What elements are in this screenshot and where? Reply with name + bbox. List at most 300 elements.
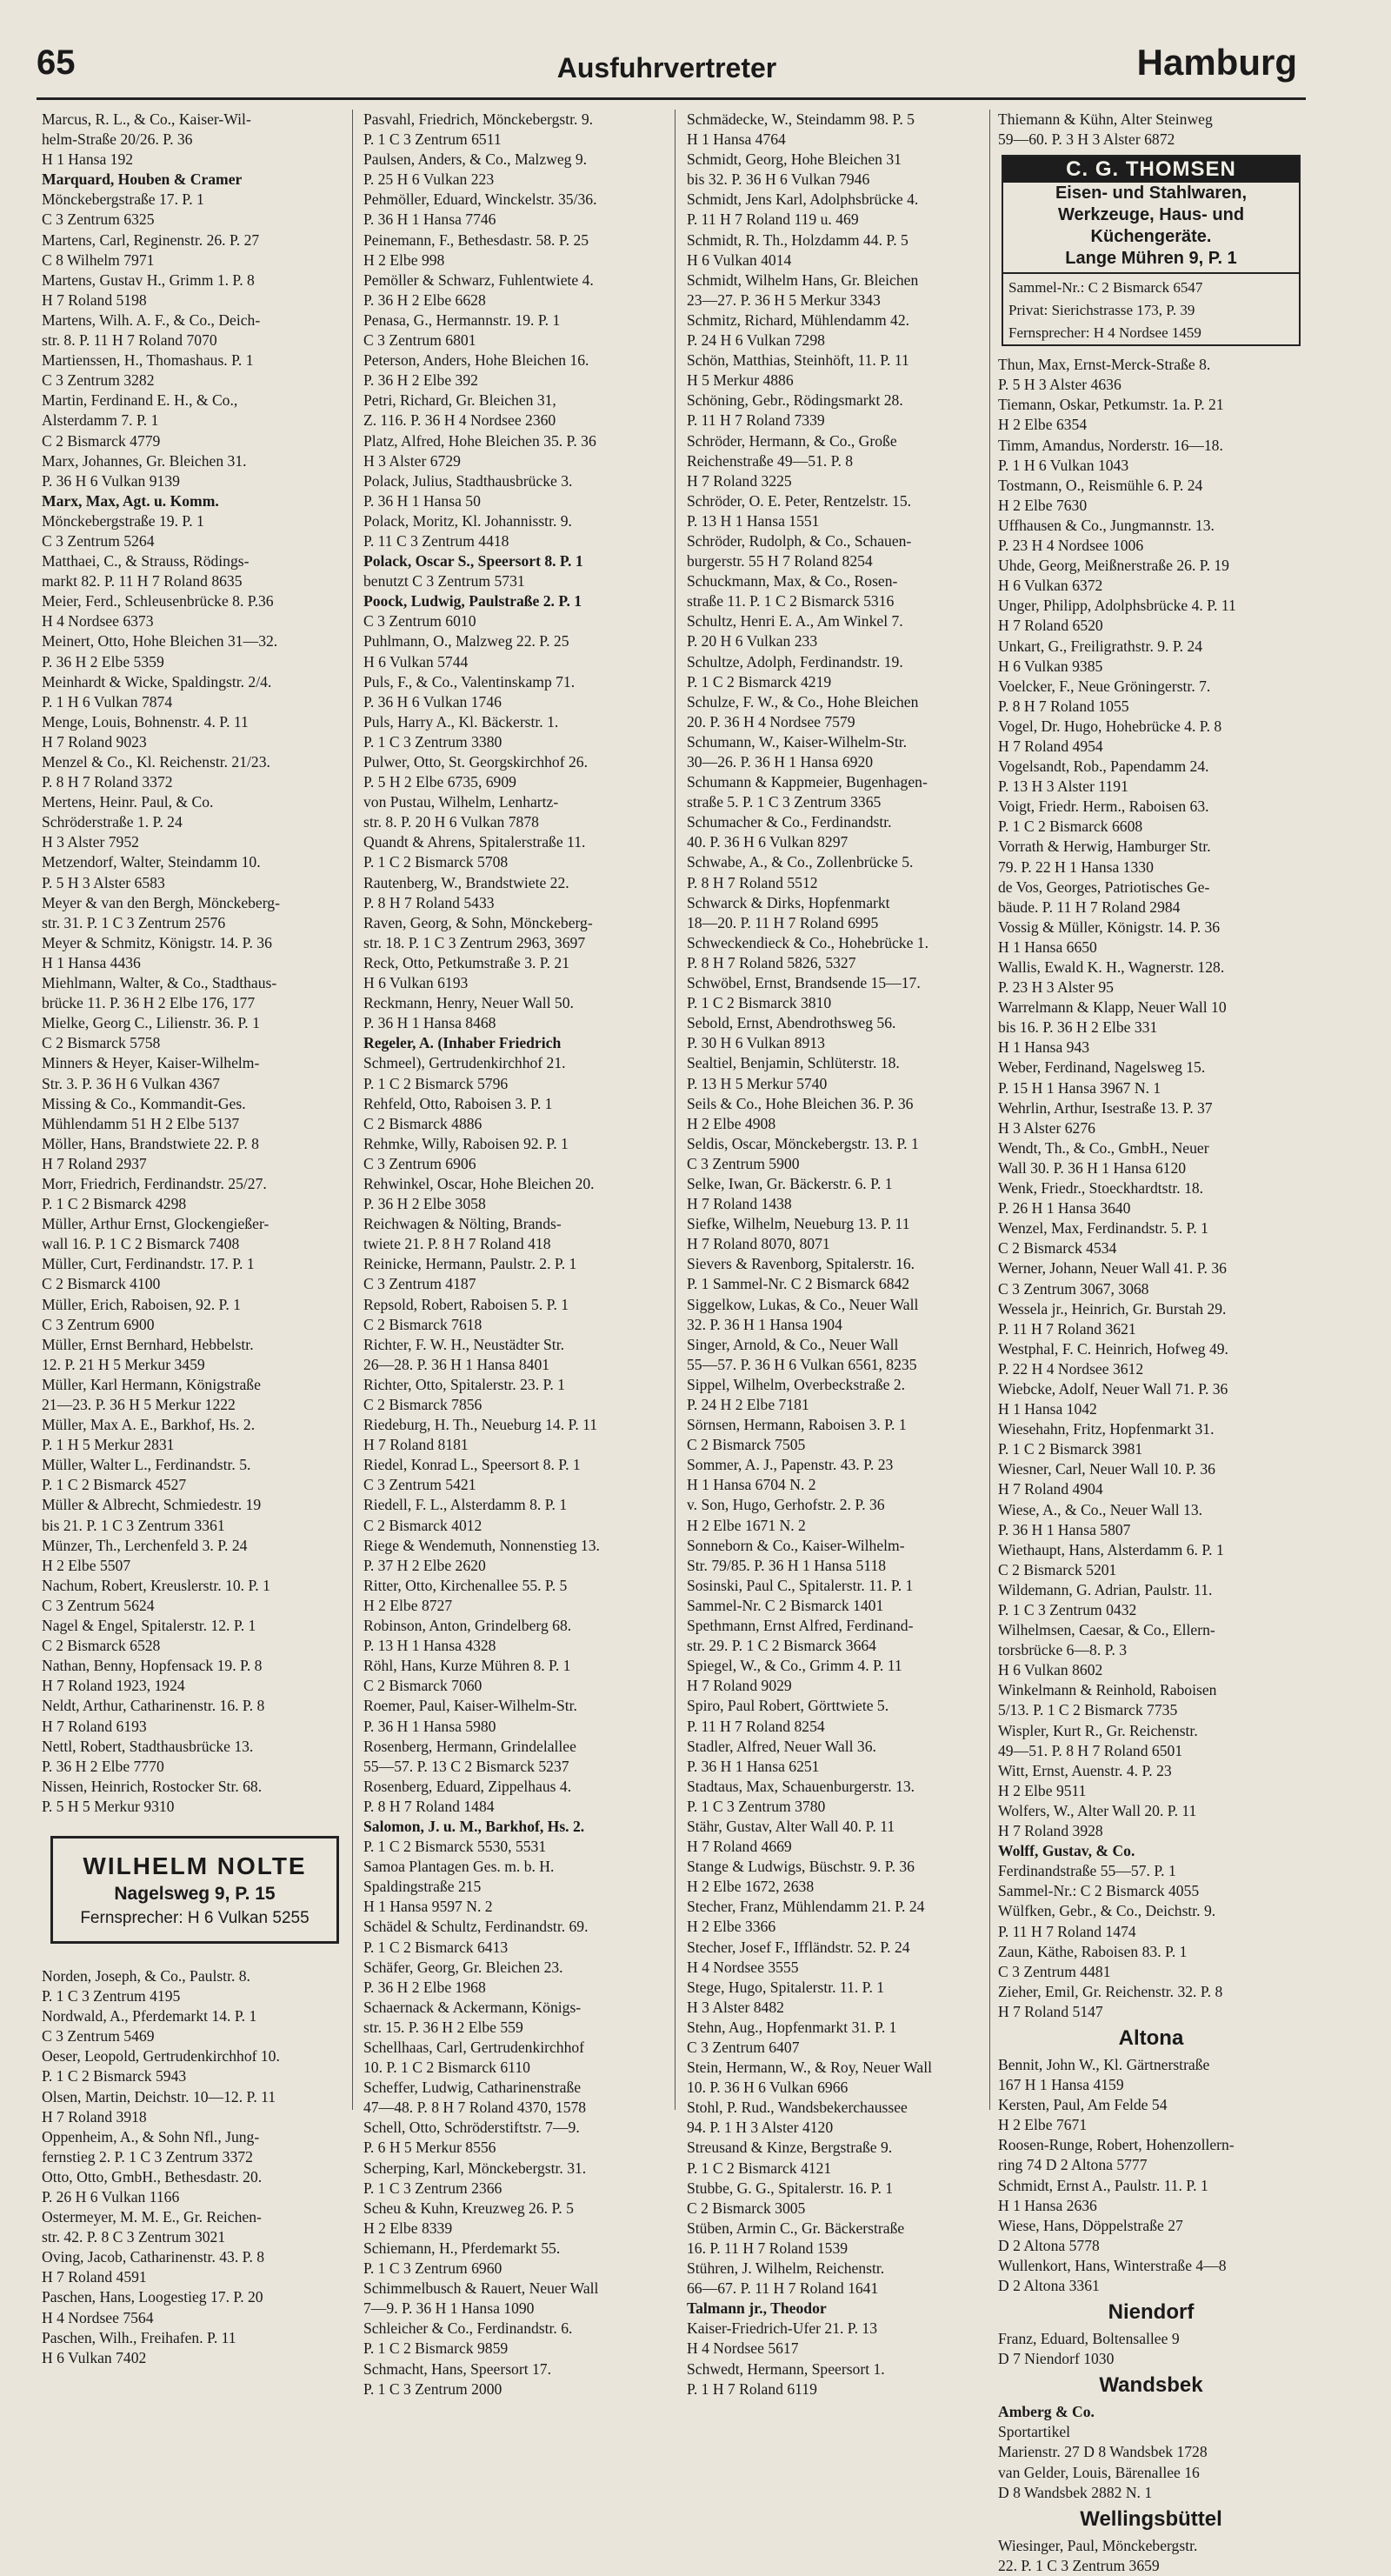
directory-entry-line: Wispler, Kurt R., Gr. Reichenstr.	[998, 1721, 1198, 1739]
directory-entry-line: Riege & Wendemuth, Nonnenstieg 13.	[363, 1536, 600, 1554]
directory-entry-line: Wiese, A., & Co., Neuer Wall 13.	[998, 1500, 1203, 1518]
directory-entry-line: Nissen, Heinrich, Rostocker Str. 68.	[42, 1777, 263, 1795]
directory-entry-line: Roosen-Runge, Robert, Hohenzollern-	[998, 2136, 1235, 2154]
directory-entry-line: Petri, Richard, Gr. Bleichen 31,	[363, 391, 556, 410]
directory-entry-line: Mühlendamm 51 H 2 Elbe 5137	[42, 1114, 240, 1132]
directory-entry-line: Möller, Hans, Brandstwiete 22. P. 8	[42, 1134, 259, 1152]
directory-entry-line: Spaldingstraße 215	[363, 1878, 482, 1896]
directory-entry-line: von Pustau, Wilhelm, Lenhartz-	[363, 793, 559, 811]
directory-entry-line: Martienssen, H., Thomashaus. P. 1	[42, 351, 254, 370]
directory-entry-line: Vogelsandt, Rob., Papendamm 24.	[998, 757, 1209, 776]
directory-entry-line: H 1 Hansa 4764	[687, 130, 786, 149]
directory-entry-line: Wall 30. P. 36 H 1 Hansa 6120	[998, 1158, 1187, 1177]
directory-entry-line: str. 18. P. 1 C 3 Zentrum 2963, 3697	[363, 933, 586, 951]
directory-entry-line: H 7 Roland 8070, 8071	[687, 1235, 830, 1253]
directory-entry-line: Bennit, John W., Kl. Gärtnerstraße	[998, 2055, 1210, 2073]
directory-entry-line: C 2 Bismarck 4012	[363, 1516, 483, 1534]
directory-entry-line: C 2 Bismarck 7505	[687, 1436, 806, 1454]
directory-entry-line: Stege, Hugo, Spitalerstr. 11. P. 1	[687, 1978, 885, 1996]
directory-entry-line: C 8 Wilhelm 7971	[42, 250, 155, 269]
directory-entry-line: Weber, Ferdinand, Nagelsweg 15.	[998, 1058, 1206, 1077]
directory-entry-line: Timm, Amandus, Norderstr. 16—18.	[998, 436, 1223, 454]
directory-entry-line: 10. P. 1 C 2 Bismarck 6110	[363, 2059, 530, 2077]
directory-entry-line: Str. 3. P. 36 H 6 Vulkan 4367	[42, 1074, 220, 1092]
directory-entry-line: Schmitz, Richard, Mühlendamm 42.	[687, 310, 910, 329]
directory-entry-line: Mielke, Georg C., Lilienstr. 36. P. 1	[42, 1014, 260, 1032]
directory-entry-line: 79. P. 22 H 1 Hansa 1330	[998, 858, 1154, 876]
directory-entry-line: H 2 Elbe 7630	[998, 496, 1088, 514]
directory-entry-line: P. 1 C 2 Bismarck 4298	[42, 1195, 187, 1213]
directory-entry-line: H 6 Vulkan 5744	[363, 652, 469, 671]
directory-entry-line: ring 74 D 2 Altona 5777	[998, 2156, 1148, 2174]
directory-entry-line: Thiemann & Kühn, Alter Steinweg	[998, 110, 1213, 128]
directory-entry-line: H 6 Vulkan 8602	[998, 1661, 1103, 1679]
directory-entry-line: Siefke, Wilhelm, Neueburg 13. P. 11	[687, 1215, 910, 1233]
directory-entry-line: Rosenberg, Eduard, Zippelhaus 4.	[363, 1777, 572, 1795]
directory-entry-line: Nagel & Engel, Spitalerstr. 12. P. 1	[42, 1617, 256, 1635]
directory-entry-line: van Gelder, Louis, Bärenallee 16	[998, 2463, 1200, 2481]
directory-entry-line: Schön, Matthias, Steinhöft, 11. P. 11	[687, 351, 909, 370]
directory-entry-line: Pemöller & Schwarz, Fuhlentwiete 4.	[363, 270, 594, 289]
directory-entry-line: P. 5 H 5 Merkur 9310	[42, 1797, 175, 1815]
directory-entry-line: P. 1 C 3 Zentrum 3380	[363, 732, 502, 751]
directory-entry-line: H 1 Hansa 1042	[998, 1400, 1097, 1418]
directory-entry-line: Roemer, Paul, Kaiser-Wilhelm-Str.	[363, 1697, 577, 1715]
directory-entry-line: str. 31. P. 1 C 3 Zentrum 2576	[42, 913, 226, 931]
directory-entry-line: Stehn, Aug., Hopfenmarkt 31. P. 1	[687, 2018, 897, 2036]
directory-entry-line: Martin, Ferdinand E. H., & Co.,	[42, 391, 238, 410]
directory-entry-line: Paschen, Hans, Loogestieg 17. P. 20	[42, 2288, 263, 2306]
directory-entry-line: Warrelmann & Klapp, Neuer Wall 10	[998, 998, 1227, 1017]
directory-entry-line: Repsold, Robert, Raboisen 5. P. 1	[363, 1295, 569, 1313]
directory-entry-line: H 2 Elbe 8339	[363, 2219, 453, 2237]
directory-entry-line: P. 36 H 2 Elbe 5359	[42, 652, 164, 671]
directory-entry-line: Meyer & van den Bergh, Mönckeberg-	[42, 893, 280, 911]
directory-entry-line: Alsterdamm 7. P. 1	[42, 411, 159, 430]
directory-entry-line: Reckmann, Henry, Neuer Wall 50.	[363, 994, 574, 1012]
directory-entry-line: Rosenberg, Hermann, Grindelallee	[363, 1737, 576, 1755]
directory-entry-line: Schöning, Gebr., Rödingsmarkt 28.	[687, 391, 903, 410]
directory-entry-line: Seldis, Oscar, Mönckebergstr. 13. P. 1	[687, 1134, 919, 1152]
directory-entry-line: Schulze, F. W., & Co., Hohe Bleichen	[687, 692, 919, 711]
directory-entry-line: D 7 Niendorf 1030	[998, 2350, 1115, 2368]
directory-entry-line: P. 36 H 1 Hansa 5807	[998, 1520, 1131, 1538]
directory-entry-line: Sievers & Ravenborg, Spitalerstr. 16.	[687, 1255, 915, 1273]
directory-entry-line: P. 20 H 6 Vulkan 233	[687, 632, 818, 651]
section-heading: Altona	[1118, 2025, 1184, 2050]
directory-entry-line: Nathan, Benny, Hopfensack 19. P. 8	[42, 1657, 263, 1675]
directory-entry-line: Schmidt, Jens Karl, Adolphsbrücke 4.	[687, 190, 919, 209]
directory-entry-line: Stühren, J. Wilhelm, Reichenstr.	[687, 2259, 885, 2278]
directory-entry-line: H 4 Nordsee 7564	[42, 2308, 154, 2326]
directory-entry-line: str. 15. P. 36 H 2 Elbe 559	[363, 2018, 523, 2036]
directory-entry-line: H 5 Merkur 4886	[687, 371, 794, 390]
directory-entry-line: H 3 Alster 6276	[998, 1118, 1095, 1137]
directory-entry-line: P. 1 H 6 Vulkan 1043	[998, 456, 1129, 474]
directory-entry-line: 20. P. 36 H 4 Nordsee 7579	[687, 712, 855, 731]
directory-entry-line: H 3 Alster 7952	[42, 833, 139, 851]
directory-entry-line: Marcus, R. L., & Co., Kaiser-Wil-	[42, 110, 251, 128]
column-3	[687, 110, 993, 2398]
directory-entry-line: Müller, Karl Hermann, Königstraße	[42, 1375, 261, 1393]
directory-entry-line: P. 11 H 7 Roland 1474	[998, 1922, 1136, 1940]
directory-entry-line: 7—9. P. 36 H 1 Hansa 1090	[363, 2299, 535, 2318]
directory-entry-line: P. 13 H 3 Alster 1191	[998, 777, 1128, 796]
directory-entry-line: Uffhausen & Co., Jungmannstr. 13.	[998, 516, 1215, 534]
directory-entry-line: Schultz, Henri E. A., Am Winkel 7.	[687, 612, 903, 631]
directory-entry-line: P. 8 H 7 Roland 1484	[363, 1797, 495, 1815]
directory-entry-line: C 3 Zentrum 6906	[363, 1154, 476, 1172]
directory-entry-line: Oppenheim, A., & Sohn Nfl., Jung-	[42, 2127, 260, 2146]
city-heading: Hamburg	[1136, 42, 1297, 83]
directory-entry-line: P. 36 H 6 Vulkan 9139	[42, 471, 180, 490]
section-heading: Wellingsbüttel	[1080, 2506, 1222, 2531]
directory-entry-line: Ostermeyer, M. M. E., Gr. Reichen-	[42, 2208, 262, 2226]
directory-entry-line: Wiese, Hans, Döppelstraße 27	[998, 2216, 1183, 2234]
directory-entry-line: P. 24 H 6 Vulkan 7298	[687, 331, 825, 350]
directory-entry-line: H 2 Elbe 9511	[998, 1781, 1087, 1799]
directory-entry-line: C 2 Bismarck 6528	[42, 1637, 161, 1655]
ad-contact: Privat: Sierichstrasse 173, P. 39	[1008, 302, 1195, 319]
directory-entry-line: C 3 Zentrum 5469	[42, 2027, 155, 2045]
directory-entry-line: 18—20. P. 11 H 7 Roland 6995	[687, 913, 879, 931]
directory-entry-line: P. 5 H 2 Elbe 6735, 6909	[363, 773, 516, 791]
directory-entry-line: Sörnsen, Hermann, Raboisen 3. P. 1	[687, 1416, 907, 1434]
directory-entry-line: Wildemann, G. Adrian, Paulstr. 11.	[998, 1580, 1213, 1598]
directory-entry-line: Unkart, G., Freiligrathstr. 9. P. 24	[998, 637, 1203, 655]
directory-entry-line: Schiemann, H., Pferdemarkt 55.	[363, 2239, 561, 2257]
directory-entry-line: str. 8. P. 20 H 6 Vulkan 7878	[363, 813, 539, 831]
directory-entry-line: H 1 Hansa 6650	[998, 938, 1097, 956]
directory-entry-line: str. 42. P. 8 C 3 Zentrum 3021	[42, 2228, 226, 2246]
directory-entry-line: C 2 Bismarck 4779	[42, 431, 161, 450]
directory-entry-line: C 3 Zentrum 6801	[363, 331, 476, 350]
directory-entry-line: Neldt, Arthur, Catharinenstr. 16. P. 8	[42, 1697, 265, 1715]
directory-entry-line: Sommer, A. J., Papenstr. 43. P. 23	[687, 1456, 894, 1474]
directory-entry-line: Tiemann, Oskar, Petkumstr. 1a. P. 21	[998, 396, 1224, 414]
directory-entry-line: H 7 Roland 5147	[998, 2002, 1103, 2020]
directory-entry-line: Matthaei, C., & Strauss, Rödings-	[42, 552, 250, 571]
section-heading: Wandsbek	[1099, 2373, 1203, 2398]
advertisement-wilhelm-nolte	[50, 1836, 339, 1944]
directory-entry-line: Rehfeld, Otto, Raboisen 3. P. 1	[363, 1094, 553, 1112]
directory-entry-line: P. 1 C 2 Bismarck 6608	[998, 818, 1143, 836]
directory-entry-line: Schaernack & Ackermann, Königs-	[363, 1998, 582, 2016]
directory-entry-line: H 2 Elbe 998	[363, 250, 445, 269]
directory-entry-line: straße 5. P. 1 C 3 Zentrum 3365	[687, 793, 882, 811]
directory-entry-line: C 2 Bismarck 7618	[363, 1315, 483, 1333]
directory-entry-line: P. 11 H 7 Roland 7339	[687, 411, 825, 430]
directory-entry-line: Puls, Harry A., Kl. Bäckerstr. 1.	[363, 712, 559, 731]
directory-entry-line: P. 1 C 2 Bismarck 4527	[42, 1476, 187, 1494]
directory-entry-line: H 1 Hansa 4436	[42, 953, 141, 971]
directory-entry-line: 55—57. P. 13 C 2 Bismarck 5237	[363, 1757, 569, 1775]
directory-entry-line: Schumann, W., Kaiser-Wilhelm-Str.	[687, 732, 908, 751]
directory-entry-line: Selke, Iwan, Gr. Bäckerstr. 6. P. 1	[687, 1174, 893, 1192]
directory-entry-line: Puls, F., & Co., Valentinskamp 71.	[363, 672, 576, 691]
directory-entry-line: H 2 Elbe 3366	[687, 1918, 776, 1936]
directory-entry-line: 10. P. 36 H 6 Vulkan 6966	[687, 2079, 849, 2097]
ad-phone: Fernsprecher: H 6 Vulkan 5255	[80, 1908, 309, 1927]
directory-entry-line: Westphal, F. C. Heinrich, Hofweg 49.	[998, 1339, 1228, 1358]
directory-entry-line: P. 22 H 4 Nordsee 3612	[998, 1359, 1144, 1378]
directory-entry-line: Martens, Carl, Reginenstr. 26. P. 27	[42, 230, 260, 249]
directory-entry-line: Polack, Moritz, Kl. Johannisstr. 9.	[363, 511, 572, 530]
directory-entry-line: P. 26 H 1 Hansa 3640	[998, 1199, 1131, 1218]
directory-entry-line: Scherping, Karl, Mönckebergstr. 31.	[363, 2159, 587, 2177]
directory-entry-line: P. 1 C 3 Zentrum 4195	[42, 1987, 181, 2005]
directory-entry-line: Stange & Ludwigs, Büschstr. 9. P. 36	[687, 1858, 915, 1876]
directory-entry-line: P. 11 H 7 Roland 3621	[998, 1319, 1136, 1338]
directory-entry-line: H 7 Roland 4591	[42, 2268, 147, 2286]
directory-entry-line: Schäfer, Georg, Gr. Bleichen 23.	[363, 1958, 563, 1976]
directory-entry-line: torsbrücke 6—8. P. 3	[998, 1641, 1128, 1659]
directory-entry-line: Wolfers, W., Alter Wall 20. P. 11	[998, 1801, 1197, 1819]
directory-entry-line: P. 13 H 5 Merkur 5740	[687, 1074, 828, 1092]
directory-entry-line: C 2 Bismarck 5758	[42, 1034, 161, 1052]
directory-entry-line: C 3 Zentrum 3282	[42, 371, 155, 390]
directory-entry-line: H 7 Roland 1438	[687, 1195, 792, 1213]
directory-entry-line: Kersten, Paul, Am Felde 54	[998, 2096, 1168, 2114]
ad-text: Eisen- und Stahlwaren,	[1055, 184, 1248, 204]
directory-entry-line: P. 30 H 6 Vulkan 8913	[687, 1034, 825, 1052]
directory-entry-line: C 3 Zentrum 6407	[687, 2039, 800, 2056]
directory-entry-line: D 2 Altona 5778	[998, 2236, 1100, 2254]
directory-entry-line: Menge, Louis, Bohnenstr. 4. P. 11	[42, 712, 249, 731]
directory-entry-line: P. 1 C 3 Zentrum 0432	[998, 1601, 1137, 1618]
directory-entry-line: Sportartikel	[998, 2423, 1071, 2441]
directory-entry-line: P. 8 H 7 Roland 5512	[687, 873, 818, 891]
directory-entry-line: P. 1 C 2 Bismarck 5708	[363, 853, 509, 871]
directory-entry-line: 16. P. 11 H 7 Roland 1539	[687, 2239, 849, 2257]
directory-entry-line: Schröder, O. E. Peter, Rentzelstr. 15.	[687, 491, 912, 510]
directory-entry-line: 40. P. 36 H 6 Vulkan 8297	[687, 833, 849, 851]
directory-entry-line: H 2 Elbe 8727	[363, 1596, 453, 1614]
directory-entry-line: H 7 Roland 8181	[363, 1436, 469, 1454]
directory-entry-line: H 4 Nordsee 3555	[687, 1958, 799, 1976]
column-divider	[352, 110, 353, 2110]
directory-entry-line: Schleicher & Co., Ferdinandstr. 6.	[363, 2319, 573, 2338]
directory-entry-line: Norden, Joseph, & Co., Paulstr. 8.	[42, 1966, 250, 1985]
directory-entry-line: H 7 Roland 9029	[687, 1677, 792, 1695]
directory-entry-line: Schröder, Rudolph, & Co., Schauen-	[687, 531, 912, 550]
directory-entry-line: burgerstr. 55 H 7 Roland 8254	[687, 552, 873, 571]
directory-entry-line: H 6 Vulkan 6193	[363, 974, 469, 992]
directory-entry-line: Stecher, Josef F., Iffländstr. 52. P. 24	[687, 1938, 910, 1956]
directory-entry-line: P. 36 H 1 Hansa 8468	[363, 1014, 496, 1032]
directory-entry-line: Mönckebergstraße 19. P. 1	[42, 511, 204, 530]
directory-entry-line: P. 1 C 3 Zentrum 6511	[363, 130, 502, 149]
directory-entry-line: Vorrath & Herwig, Hamburger Str.	[998, 838, 1211, 856]
section-heading: Niendorf	[1108, 2300, 1195, 2325]
directory-entry-line: Pulwer, Otto, St. Georgskirchhof 26.	[363, 753, 588, 771]
directory-entry-line: Schmidt, R. Th., Holzdamm 44. P. 5	[687, 230, 908, 249]
directory-entry-line: Schell, Otto, Schröderstiftstr. 7—9.	[363, 2119, 580, 2137]
directory-entry-line: Wallis, Ewald K. H., Wagnerstr. 128.	[998, 958, 1225, 976]
directory-entry-line: 47—48. P. 8 H 7 Roland 4370, 1578	[363, 2099, 587, 2117]
directory-entry-line: bis 16. P. 36 H 2 Elbe 331	[998, 1018, 1158, 1037]
directory-entry-line: 49—51. P. 8 H 7 Roland 6501	[998, 1741, 1183, 1759]
directory-entry-line: Müller, Walter L., Ferdinandstr. 5.	[42, 1456, 251, 1474]
directory-entry-line: Stein, Hermann, W., & Roy, Neuer Wall	[687, 2059, 932, 2077]
directory-entry-line: Marx, Max, Agt. u. Komm.	[42, 491, 219, 510]
directory-entry-line: Müller, Ernst Bernhard, Hebbelstr.	[42, 1335, 254, 1353]
directory-entry-line: Olsen, Martin, Deichstr. 10—12. P. 11	[42, 2087, 276, 2106]
directory-entry-line: Schmacht, Hans, Speersort 17.	[363, 2359, 551, 2378]
directory-entry-line: H 2 Elbe 6354	[998, 416, 1088, 434]
directory-entry-line: 66—67. P. 11 H 7 Roland 1641	[687, 2279, 879, 2298]
directory-entry-line: Uhde, Georg, Meißnerstraße 26. P. 19	[998, 557, 1229, 575]
directory-entry-line: Wendt, Th., & Co., GmbH., Neuer	[998, 1138, 1209, 1157]
directory-entry-line: P. 36 H 1 Hansa 50	[363, 491, 481, 510]
directory-entry-line: P. 1 C 2 Bismarck 5530, 5531	[363, 1838, 547, 1856]
ad-title: WILHELM NOLTE	[83, 1852, 307, 1879]
directory-entry-line: Martens, Gustav H., Grimm 1. P. 8	[42, 270, 255, 289]
directory-entry-line: Wenk, Friedr., Stoeckhardtstr. 18.	[998, 1179, 1204, 1198]
directory-entry-line: P. 5 H 3 Alster 6583	[42, 873, 165, 891]
directory-entry-line: 94. P. 1 H 3 Alster 4120	[687, 2119, 834, 2137]
directory-entry-line: P. 11 C 3 Zentrum 4418	[363, 531, 509, 550]
directory-entry-line: Müller, Curt, Ferdinandstr. 17. P. 1	[42, 1255, 255, 1273]
directory-entry-line: H 1 Hansa 9597 N. 2	[363, 1898, 493, 1916]
directory-entry-line: twiete 21. P. 8 H 7 Roland 418	[363, 1235, 551, 1253]
directory-entry-line: Vogel, Dr. Hugo, Hohebrücke 4. P. 8	[998, 717, 1222, 735]
directory-entry-line: Rehwinkel, Oscar, Hohe Bleichen 20.	[363, 1174, 595, 1192]
directory-entry-line: Stähr, Gustav, Alter Wall 40. P. 11	[687, 1817, 895, 1835]
directory-entry-line: C 2 Bismarck 4534	[998, 1239, 1117, 1258]
directory-entry-line: Peterson, Anders, Hohe Bleichen 16.	[363, 351, 589, 370]
directory-entry-line: str. 29. P. 1 C 2 Bismarck 3664	[687, 1637, 876, 1655]
directory-entry-line: str. 8. P. 11 H 7 Roland 7070	[42, 331, 217, 350]
directory-entry-line: Penasa, G., Hermannstr. 19. P. 1	[363, 310, 561, 329]
directory-entry-line: Unger, Philipp, Adolphsbrücke 4. P. 11	[998, 597, 1236, 615]
directory-entry-line: Polack, Julius, Stadthausbrücke 3.	[363, 471, 573, 490]
directory-entry-line: Stubbe, G. G., Spitalerstr. 16. P. 1	[687, 2179, 894, 2197]
directory-entry-line: Schumacher & Co., Ferdinandstr.	[687, 813, 892, 831]
directory-entry-line: Wessela jr., Heinrich, Gr. Burstah 29.	[998, 1299, 1227, 1318]
directory-entry-line: P. 36 H 2 Elbe 6628	[363, 290, 486, 309]
directory-entry-line: Reck, Otto, Petkumstraße 3. P. 21	[363, 953, 570, 971]
directory-entry-line: P. 25 H 6 Vulkan 223	[363, 170, 495, 189]
directory-entry-line: 5/13. P. 1 C 2 Bismarck 7735	[998, 1701, 1178, 1719]
directory-entry-line: Pehmöller, Eduard, Winckelstr. 35/36.	[363, 190, 597, 209]
directory-entry-line: C 3 Zentrum 6325	[42, 210, 155, 229]
directory-entry-line: Otto, Otto, GmbH., Bethesdastr. 20.	[42, 2167, 263, 2186]
directory-entry-line: Nettl, Robert, Stadthausbrücke 13.	[42, 1737, 254, 1755]
directory-entry-line: Reichenstraße 49—51. P. 8	[687, 451, 854, 470]
directory-entry-line: Marienstr. 27 D 8 Wandsbek 1728	[998, 2443, 1208, 2461]
directory-entry-line: Schmeel), Gertrudenkirchhof 21.	[363, 1054, 566, 1072]
directory-entry-line: Zaun, Käthe, Raboisen 83. P. 1	[998, 1942, 1188, 1960]
directory-entry-line: Tostmann, O., Reismühle 6. P. 24	[998, 476, 1203, 494]
directory-entry-line: P. 1 C 2 Bismarck 6413	[363, 1938, 509, 1956]
directory-entry-line: Meinhardt & Wicke, Spaldingstr. 2/4.	[42, 672, 272, 691]
directory-entry-line: P. 36 H 2 Elbe 7770	[42, 1757, 164, 1775]
directory-entry-line: P. 36 H 1 Hansa 6251	[687, 1757, 820, 1775]
directory-entry-line: H 7 Roland 9023	[42, 732, 147, 751]
directory-entry-line: H 4 Nordsee 6373	[42, 612, 154, 631]
directory-entry-line: Müller, Erich, Raboisen, 92. P. 1	[42, 1295, 241, 1313]
column-divider	[675, 110, 676, 2110]
ad-contact: Sammel-Nr.: C 2 Bismarck 6547	[1008, 279, 1203, 297]
ad-divider	[1003, 272, 1299, 274]
directory-entry-line: Müller & Albrecht, Schmiedestr. 19	[42, 1496, 262, 1514]
directory-entry-line: Sosinski, Paul C., Spitalerstr. 11. P. 1	[687, 1576, 914, 1594]
directory-entry-line: P. 36 H 2 Elbe 3058	[363, 1195, 486, 1213]
directory-entry-line: P. 36 H 6 Vulkan 1746	[363, 692, 502, 711]
directory-entry-line: P. 13 H 1 Hansa 1551	[687, 511, 820, 530]
page-number: 65	[37, 43, 76, 82]
directory-entry-line: P. 36 H 2 Elbe 392	[363, 371, 478, 390]
directory-entry-line: H 2 Elbe 7671	[998, 2116, 1088, 2134]
directory-entry-line: Wülfken, Gebr., & Co., Deichstr. 9.	[998, 1902, 1216, 1920]
directory-entry-line: Stohl, P. Rud., Wandsbekerchaussee	[687, 2099, 908, 2117]
directory-entry-line: H 6 Vulkan 4014	[687, 250, 792, 269]
advertisement-thomsen	[1002, 155, 1301, 346]
directory-entry-line: H 6 Vulkan 7402	[42, 2348, 147, 2366]
directory-entry-line: P. 8 H 7 Roland 5826, 5327	[687, 953, 856, 971]
directory-entry-line: Wiesehahn, Fritz, Hopfenmarkt 31.	[998, 1420, 1215, 1438]
directory-entry-line: Wiesinger, Paul, Mönckebergstr.	[998, 2536, 1198, 2554]
directory-entry-line: Pasvahl, Friedrich, Mönckebergstr. 9.	[363, 110, 594, 128]
directory-entry-line: Paschen, Wilh., Freihafen. P. 11	[42, 2328, 236, 2346]
column-4	[998, 110, 1304, 2574]
directory-entry-line: C 2 Bismarck 7060	[363, 1677, 483, 1695]
directory-entry-line: P. 5 H 3 Alster 4636	[998, 376, 1121, 394]
directory-entry-line: Menzel & Co., Kl. Reichenstr. 21/23.	[42, 753, 270, 771]
directory-entry-line: P. 23 H 4 Nordsee 1006	[998, 537, 1144, 555]
directory-entry-line: C 2 Bismarck 3005	[687, 2199, 806, 2217]
directory-entry-line: Mertens, Heinr. Paul, & Co.	[42, 793, 214, 811]
directory-entry-line: brücke 11. P. 36 H 2 Elbe 176, 177	[42, 994, 256, 1012]
directory-entry-line: P. 1 C 3 Zentrum 2000	[363, 2379, 502, 2398]
directory-entry-line: C 2 Bismarck 7856	[363, 1396, 483, 1413]
directory-entry-line: Münzer, Th., Lerchenfeld 3. P. 24	[42, 1536, 248, 1554]
directory-entry-line: Richter, F. W. H., Neustädter Str.	[363, 1335, 564, 1353]
directory-entry-line: Robinson, Anton, Grindelberg 68.	[363, 1617, 572, 1635]
directory-entry-line: P. 1 Sammel-Nr. C 2 Bismarck 6842	[687, 1275, 910, 1293]
directory-entry-line: Sealtiel, Benjamin, Schlüterstr. 18.	[687, 1054, 900, 1072]
directory-entry-line: Singer, Arnold, & Co., Neuer Wall	[687, 1335, 899, 1353]
directory-entry-line: Schweckendieck & Co., Hohebrücke 1.	[687, 933, 928, 951]
directory-entry-line: Str. 79/85. P. 36 H 1 Hansa 5118	[687, 1556, 887, 1574]
directory-entry-line: 26—28. P. 36 H 1 Hansa 8401	[363, 1355, 550, 1373]
ad-address: Nagelsweg 9, P. 15	[114, 1883, 276, 1904]
directory-entry-line: P. 1 C 2 Bismarck 5796	[363, 1074, 509, 1092]
header-rule	[37, 97, 1306, 100]
directory-entry-line: H 1 Hansa 2636	[998, 2196, 1097, 2214]
directory-entry-line: Ferdinandstraße 55—57. P. 1	[998, 1862, 1176, 1880]
directory-entry-line: Sippel, Wilhelm, Overbeckstraße 2.	[687, 1375, 906, 1393]
directory-entry-line: P. 24 H 2 Elbe 7181	[687, 1396, 809, 1413]
directory-entry-line: P. 1 C 3 Zentrum 6960	[363, 2259, 502, 2278]
directory-entry-line: H 2 Elbe 4908	[687, 1114, 776, 1132]
directory-entry-line: P. 1 H 6 Vulkan 7874	[42, 692, 173, 711]
directory-entry-line: Schädel & Schultz, Ferdinandstr. 69.	[363, 1918, 589, 1936]
directory-entry-line: Nordwald, A., Pferdemarkt 14. P. 1	[42, 2007, 257, 2025]
directory-entry-line: Zieher, Emil, Gr. Reichenstr. 32. P. 8	[998, 1982, 1223, 2000]
directory-entry-line: Nachum, Robert, Kreuslerstr. 10. P. 1	[42, 1576, 270, 1594]
directory-entry-line: markt 82. P. 11 H 7 Roland 8635	[42, 572, 243, 591]
directory-entry-line: P. 1 C 2 Bismarck 3981	[998, 1440, 1143, 1458]
directory-entry-line: Wiesner, Carl, Neuer Wall 10. P. 36	[998, 1460, 1215, 1478]
directory-entry-line: H 2 Elbe 5507	[42, 1556, 131, 1574]
page-header	[37, 42, 1297, 103]
directory-entry-line: C 2 Bismarck 5201	[998, 1560, 1117, 1578]
directory-entry-line: C 3 Zentrum 5264	[42, 531, 155, 550]
directory-entry-line: Reinicke, Hermann, Paulstr. 2. P. 1	[363, 1255, 577, 1273]
directory-entry-line: P. 1 C 3 Zentrum 2366	[363, 2179, 502, 2197]
